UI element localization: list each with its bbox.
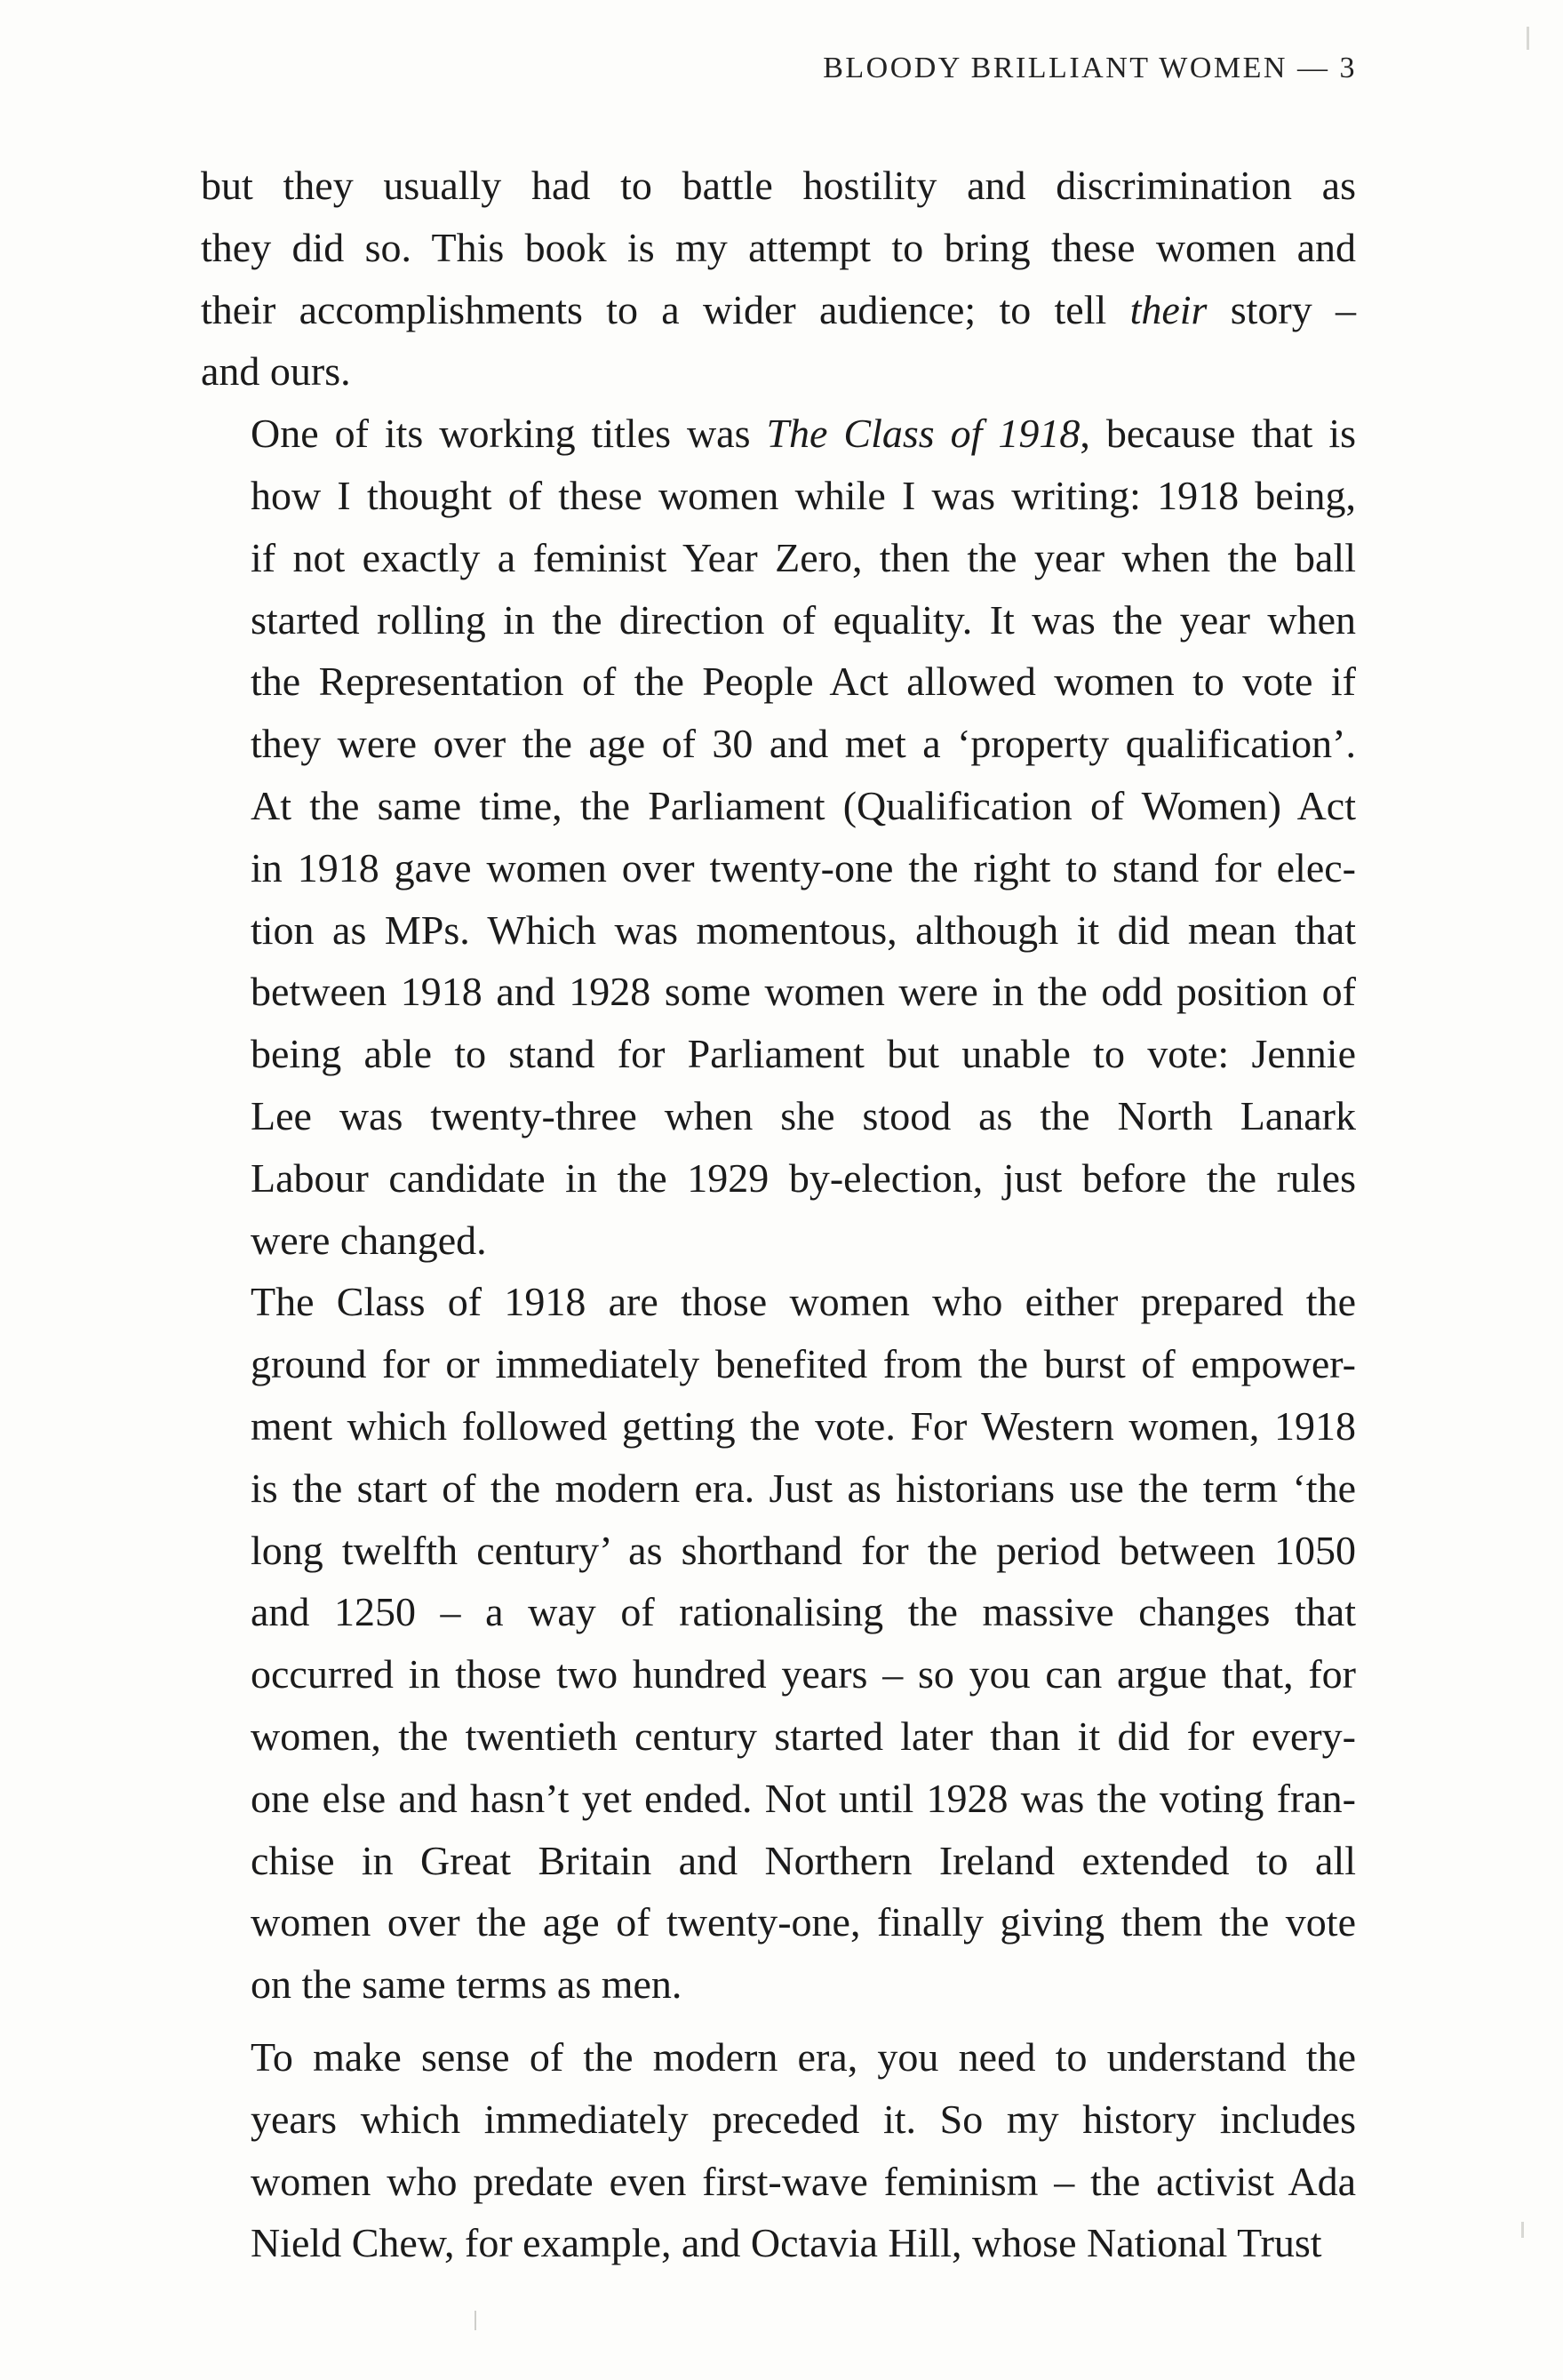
running-head: BLOODY BRILLIANT WOMEN — 3 — [823, 52, 1357, 84]
text-line: At the same time, the Parliament (Qualification of Women) Act — [251, 782, 1356, 828]
text-line: ment which followed getting the vote. For Western women, 1918 — [251, 1402, 1356, 1449]
text-line: ground for or immediately benefited from the burst of empower- — [251, 1341, 1356, 1387]
text-line: chise in Great Britain and Northern Ireland extended to all — [251, 1837, 1356, 1883]
scan-edge-mark — [474, 2311, 476, 2330]
text-line: women who predate even first-wave feminism – the activist Ada — [251, 2158, 1356, 2204]
text-line: years which immediately preceded it. So my history includes — [251, 2096, 1356, 2142]
text-line: Nield Chew, for example, and Octavia Hill, whose National Trust — [251, 2220, 1322, 2266]
text-line: Labour candidate in the 1929 by-election, just before the rules — [251, 1154, 1356, 1201]
text-line: were changed. — [251, 1217, 487, 1263]
text-line: they were over the age of 30 and met a ‘property qualification’. — [251, 721, 1356, 767]
text-line: and 1250 – a way of rationalising the massive changes that — [251, 1589, 1356, 1635]
text-line: occurred in those two hundred years – so you can argue that, for — [251, 1651, 1356, 1697]
text-line: women over the age of twenty-one, finally giving them the vote — [251, 1899, 1356, 1945]
text-line: is the start of the modern era. Just as historians use the term ‘the — [251, 1465, 1356, 1511]
text-line: they did so. This book is my attempt to bring these women and — [201, 224, 1356, 270]
text-line: To make sense of the modern era, you need to understand the — [251, 2033, 1356, 2080]
paragraph-1 — [201, 155, 1356, 403]
scan-edge-mark — [1527, 27, 1529, 50]
text-line: if not exactly a feminist Year Zero, then the year when the ball — [251, 534, 1356, 580]
paragraph-4 — [201, 2026, 1356, 2274]
text-line: their accomplishments to a wider audience; to tell their story – — [201, 286, 1356, 332]
text-line: started rolling in the direction of equality. It was the year when — [251, 596, 1356, 643]
text-line: Lee was twenty-three when she stood as the North Lanark — [251, 1092, 1356, 1138]
text-line: on the same terms as men. — [251, 1961, 682, 2008]
text-line: The Class of 1918 are those women who either prepared the — [251, 1279, 1356, 1325]
italic-text: their — [1129, 286, 1208, 332]
text-line: in 1918 gave women over twenty-one the right to stand for elec- — [251, 844, 1356, 891]
text-line: the Representation of the People Act allowed women to vote if — [251, 659, 1356, 705]
text-line: and ours. — [201, 348, 351, 395]
text-line: One of its working titles was The Class of 1918, because that is — [251, 411, 1356, 457]
text-line: long twelfth century’ as shorthand for the period between 1050 — [251, 1527, 1356, 1573]
text-line: one else and hasn’t yet ended. Not until 1928 was the voting fran- — [251, 1775, 1356, 1821]
text-line: but they usually had to battle hostility and discrimination as — [201, 163, 1356, 208]
body-text — [201, 155, 1356, 2274]
text-line: tion as MPs. Which was momentous, although it did mean that — [251, 906, 1356, 953]
scan-edge-mark — [1521, 2222, 1524, 2238]
paragraph-2 — [201, 403, 1356, 1271]
text-line: how I thought of these women while I was writing: 1918 being, — [251, 472, 1356, 518]
italic-text: The Class of 1918 — [766, 411, 1081, 457]
paragraph-3 — [201, 1271, 1356, 2016]
text-line: being able to stand for Parliament but unable to vote: Jennie — [251, 1031, 1356, 1077]
text-line: between 1918 and 1928 some women were in the odd position of — [251, 969, 1356, 1015]
text-line: women, the twentieth century started later than it did for every- — [251, 1713, 1356, 1759]
